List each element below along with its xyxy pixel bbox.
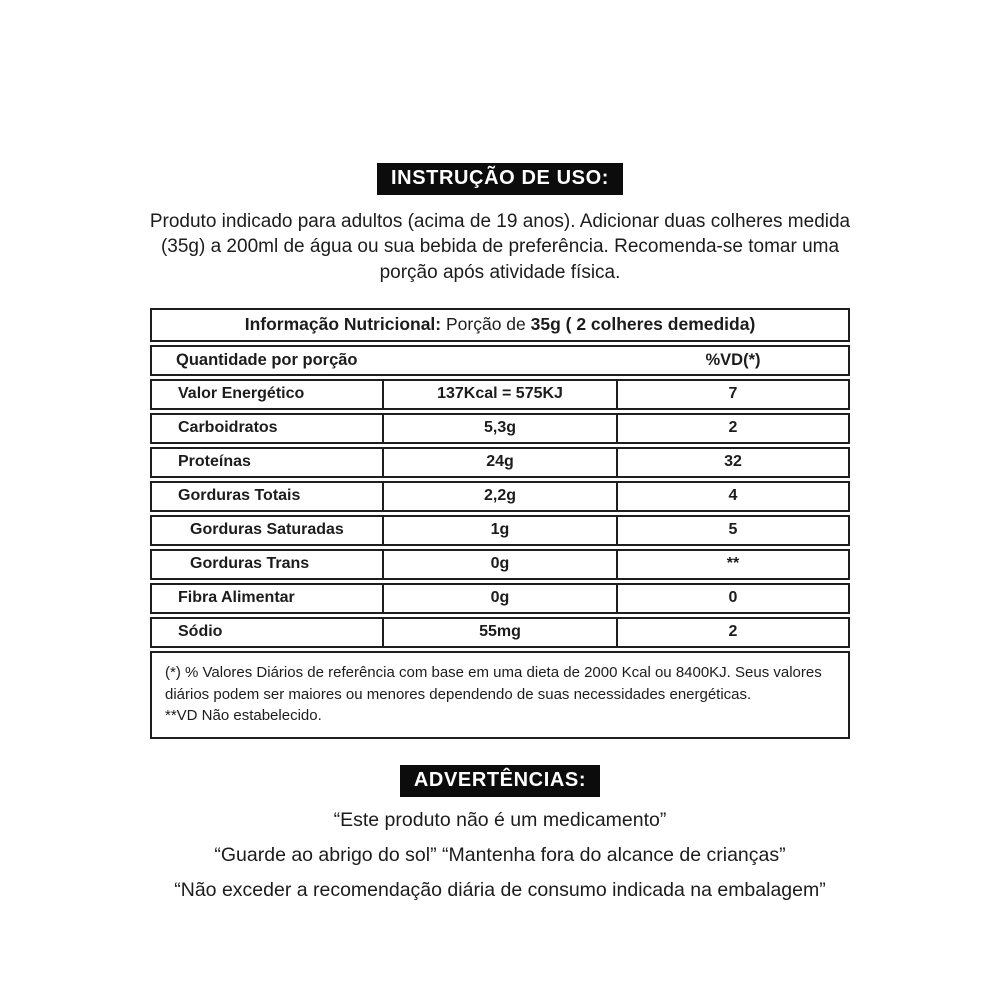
daily-values-footnote	[150, 651, 850, 739]
table-row	[150, 379, 850, 410]
nutrient-amount: 2,2g	[382, 483, 618, 510]
nutrient-amount: 24g	[382, 449, 618, 476]
table-title-serving: 35g ( 2 colheres demedida)	[530, 314, 756, 335]
nutrient-dv: 4	[728, 487, 738, 505]
nutrient-label: Sódio	[178, 623, 223, 641]
nutrient-amount: 1g	[382, 517, 618, 544]
warnings-section	[0, 765, 1000, 902]
nutrient-dv: 5	[728, 521, 738, 539]
footnote-line: diários podem ser maiores ou menores dependendo de suas necessidades energéticas.	[165, 685, 752, 703]
nutrient-dv: 2	[728, 419, 738, 437]
warning-line: “Este produto não é um medicamento”	[333, 809, 667, 832]
daily-value-header: %VD(*)	[705, 350, 761, 369]
nutrient-dv: 2	[728, 623, 738, 641]
nutrient-label: Carboidratos	[178, 419, 278, 437]
warning-line: “Não exceder a recomendação diária de consumo indicada na embalagem”	[174, 879, 826, 902]
warnings-title: ADVERTÊNCIAS:	[400, 765, 600, 797]
nutrition-facts-table	[150, 308, 850, 739]
nutrient-amount: 137Kcal = 575KJ	[382, 381, 618, 408]
table-row	[150, 413, 850, 444]
table-title-row	[150, 308, 850, 342]
footnote-line: (*) % Valores Diários de referência com base em uma dieta de 2000 Kcal ou 8400KJ. Seus valores	[165, 663, 822, 681]
nutrient-label: Gorduras Trans	[190, 555, 310, 573]
quantity-per-serving-header: Quantidade por porção	[176, 350, 358, 369]
usage-instructions-text: Produto indicado para adultos (acima de 19 anos). Adicionar duas colheres medida (35g) a 200ml de água ou sua bebida de preferência. Recomenda-se tomar uma porção após atividade física.	[149, 211, 851, 283]
nutrient-dv: 32	[724, 453, 742, 471]
nutrient-label: Gorduras Saturadas	[190, 521, 344, 539]
nutrient-label: Gorduras Totais	[178, 487, 301, 505]
table-title-mid: Porção de	[441, 314, 531, 335]
nutrient-dv: 0	[728, 589, 738, 607]
nutrient-amount: 55mg	[382, 619, 618, 646]
warnings-lines	[0, 809, 1000, 902]
nutrient-amount: 0g	[382, 585, 618, 612]
nutrient-amount: 0g	[382, 551, 618, 578]
nutrient-label: Valor Energético	[178, 385, 305, 403]
table-title-lead: Informação Nutricional:	[244, 314, 442, 335]
table-row	[150, 481, 850, 512]
footnote-line: **VD Não estabelecido.	[165, 707, 322, 725]
nutrient-dv: **	[726, 555, 740, 573]
table-row	[150, 583, 850, 614]
nutrient-dv: 7	[728, 385, 738, 403]
table-row	[150, 447, 850, 478]
table-header-row	[150, 345, 850, 376]
table-row	[150, 515, 850, 546]
usage-instructions-title: INSTRUÇÃO DE USO:	[377, 163, 623, 195]
table-row	[150, 549, 850, 580]
nutrient-amount: 5,3g	[382, 415, 618, 442]
nutrient-label: Fibra Alimentar	[178, 589, 295, 607]
warning-line: “Guarde ao abrigo do sol” “Mantenha fora do alcance de crianças”	[214, 844, 786, 867]
nutrient-label: Proteínas	[178, 453, 251, 471]
table-row	[150, 617, 850, 648]
